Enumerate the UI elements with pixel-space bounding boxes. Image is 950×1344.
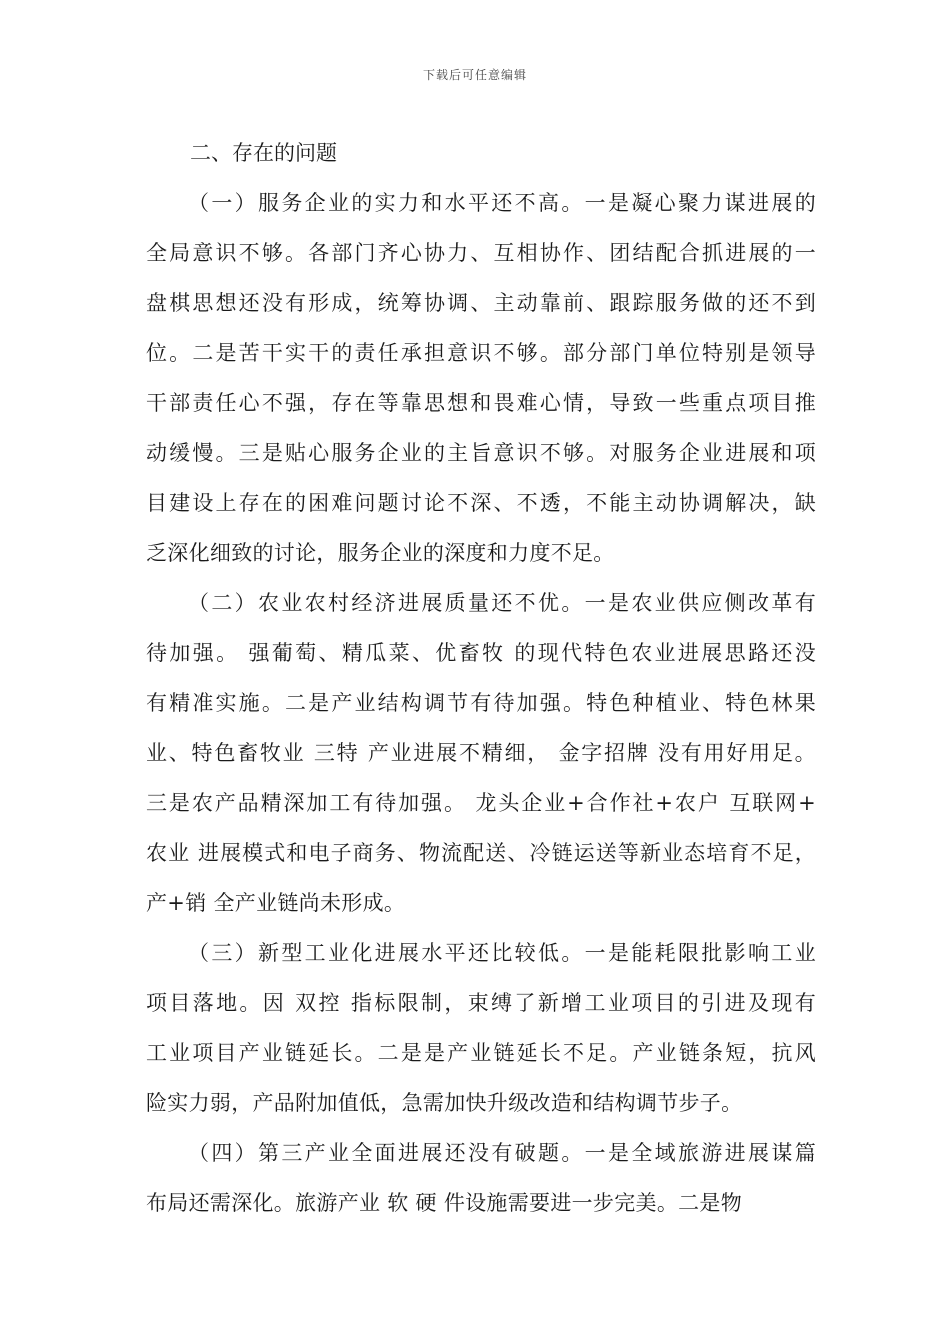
text-line: （二）农业农村经济进展质量还不优。一是农业供应侧改革有 <box>188 591 816 615</box>
text-line: 业、特色畜牧业 三特 产业进展不精细， 金字招牌 没有用好用足。 <box>146 741 816 765</box>
text-line: （一）服务企业的实力和水平还不高。一是凝心聚力谋进展的 <box>188 191 816 215</box>
text-line: 三是农产品精深加工有待加强。 龙头企业+合作社+农户 互联网+ <box>146 791 816 815</box>
text-line: 盘棋思想还没有形成，统筹协调、主动靠前、跟踪服务做的还不到 <box>146 291 816 315</box>
paragraph <box>146 1128 816 1228</box>
page-header-note: 下载后可任意编辑 <box>422 68 527 82</box>
text-line: 布局还需深化。旅游产业 软 硬 件设施需要进一步完美。二是物 <box>146 1191 743 1215</box>
section-heading: 二、存在的问题 <box>190 141 337 165</box>
text-line: 动缓慢。三是贴心服务企业的主旨意识不够。对服务企业进展和项 <box>146 441 816 465</box>
text-line: 乏深化细致的讨论，服务企业的深度和力度不足。 <box>146 541 615 565</box>
text-line: 农业 进展模式和电子商务、物流配送、冷链运送等新业态培育不足， <box>146 841 816 865</box>
text-line: 险实力弱，产品附加值低，急需加快升级改造和结构调节步子。 <box>146 1091 743 1115</box>
text-line: 干部责任心不强，存在等靠思想和畏难心情，导致一些重点项目推 <box>146 391 816 415</box>
paragraph-list <box>146 178 816 1228</box>
document-body <box>146 128 816 1228</box>
paragraph <box>146 178 816 578</box>
text-line: 全局意识不够。各部门齐心协力、互相协作、团结配合抓进展的一 <box>146 241 816 265</box>
text-line: 产+销 全产业链尚未形成。 <box>146 891 406 915</box>
text-line: （三）新型工业化进展水平还比较低。一是能耗限批影响工业 <box>188 941 816 965</box>
text-line: 工业项目产业链延长。二是是产业链延长不足。产业链条短，抗风 <box>146 1041 816 1065</box>
text-line: 目建设上存在的困难问题讨论不深、不透，不能主动协调解决，缺 <box>146 491 816 515</box>
paragraph <box>146 928 816 1128</box>
paragraph <box>146 578 816 928</box>
text-line: 项目落地。因 双控 指标限制，束缚了新增工业项目的引进及现有 <box>146 991 816 1015</box>
text-line: 待加强。 强葡萄、精瓜菜、优畜牧 的现代特色农业进展思路还没 <box>146 641 816 665</box>
text-line: （四）第三产业全面进展还没有破题。一是全域旅游进展谋篇 <box>188 1141 816 1165</box>
text-line: 位。二是苦干实干的责任承担意识不够。部分部门单位特别是领导 <box>146 341 816 365</box>
text-line: 有精准实施。二是产业结构调节有待加强。特色种植业、特色林果 <box>146 691 816 715</box>
